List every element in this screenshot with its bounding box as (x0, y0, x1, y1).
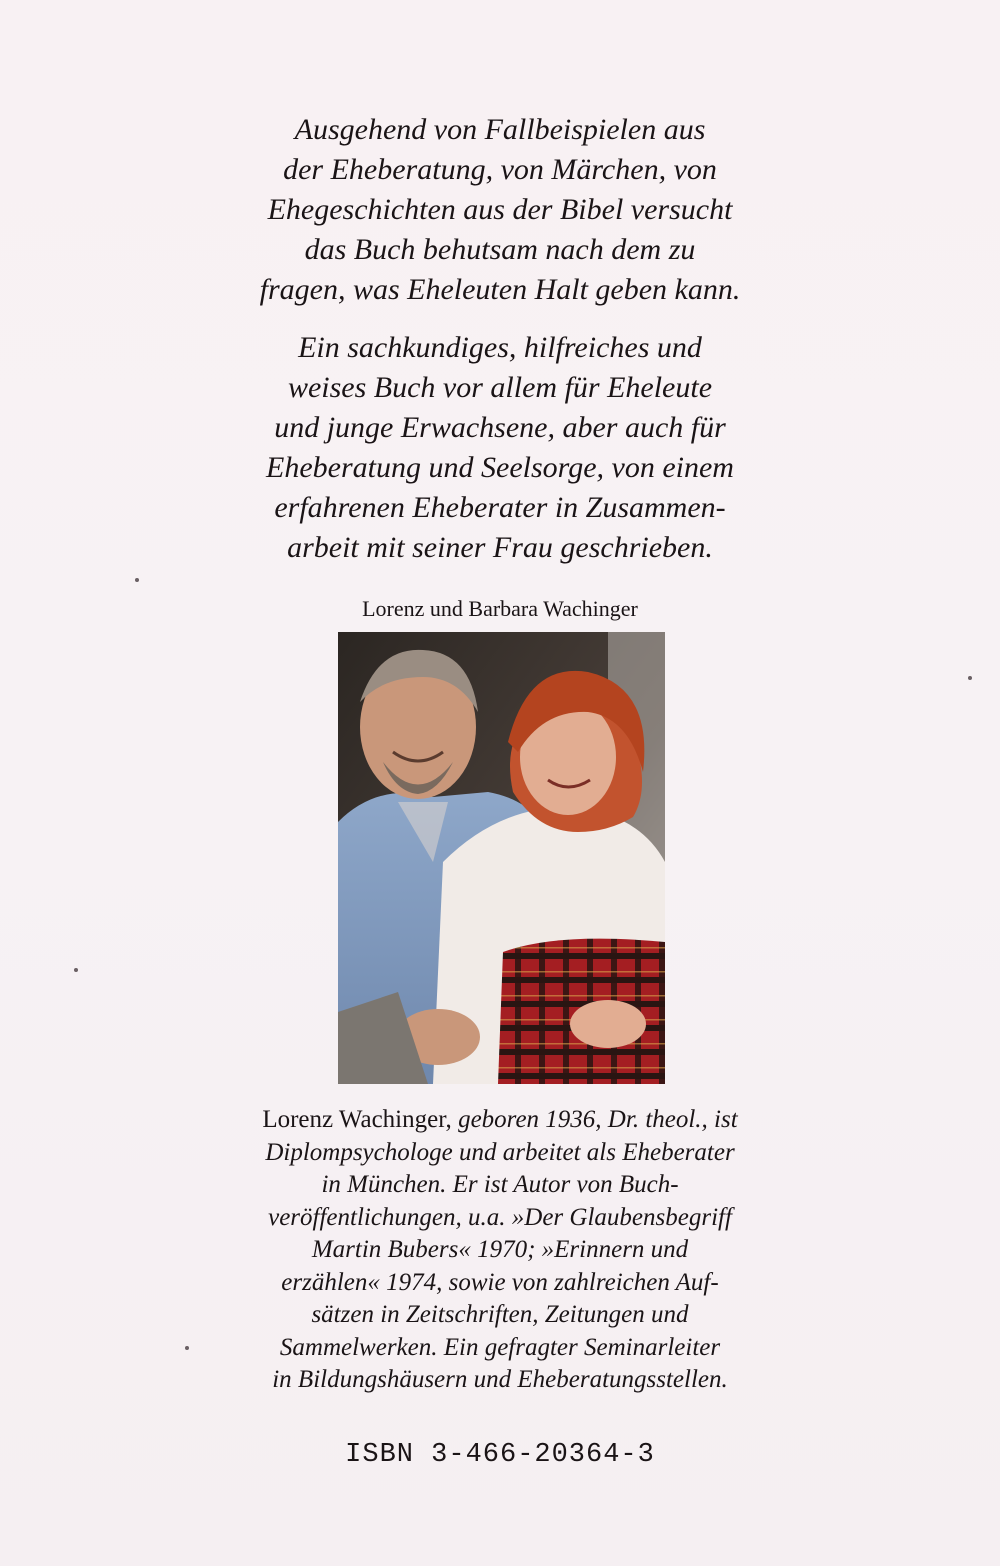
bio-line: veröffentlichungen, u.a. »Der Glaubensbegriff (268, 1203, 732, 1231)
blurb-2-line: Ein sachkundiges, hilfreiches und (298, 331, 702, 364)
author-bio (200, 1104, 800, 1397)
paper-speck (968, 676, 972, 680)
bio-line: in Bildungshäusern und Eheberatungsstellen. (272, 1366, 728, 1393)
blurb-2-line: und junge Erwachsene, aber auch für (274, 411, 726, 444)
photo-caption: Lorenz und Barbara Wachinger (362, 596, 638, 621)
blurb-2-line: weises Buch vor allem für Eheleute (287, 371, 713, 404)
paper-speck (185, 1346, 189, 1350)
blurb-1-line: der Eheberatung, von Märchen, von (283, 153, 717, 186)
bio-line: Sammelwerken. Ein gefragter Seminarleiter (279, 1333, 721, 1361)
blurb-1-line: Ausgehend von Fallbeispielen aus (294, 113, 706, 146)
blurb-2-line: Eheberatung und Seelsorge, von einem (266, 451, 734, 484)
blurb-paragraph-2 (200, 328, 800, 568)
bio-line: in München. Er ist Autor von Buch- (321, 1171, 679, 1198)
blurb-1-line: fragen, was Eheleuten Halt geben kann. (259, 273, 741, 306)
bio-first-line (200, 1104, 800, 1137)
author-photo (338, 632, 665, 1084)
paper-speck (135, 578, 139, 582)
bio-line: erzählen« 1974, sowie von zahlreichen Auf- (281, 1268, 719, 1296)
author-name: Lorenz Wachinger, (262, 1106, 452, 1133)
blurb-1-line: Ehegeschichten aus der Bibel versucht (267, 193, 733, 226)
bio-first-line-rest: geboren 1936, Dr. theol., ist (451, 1106, 738, 1133)
blurb-paragraph-1 (200, 110, 800, 310)
author-photo-illustration (338, 632, 665, 1084)
bio-line: Diplompsychologe und arbeitet als Eheberater (265, 1138, 735, 1166)
bio-line: Martin Bubers« 1970; »Erinnern und (311, 1236, 689, 1263)
blurb-2-line: erfahrenen Eheberater in Zusammen- (274, 491, 726, 524)
blurb-2-line: arbeit mit seiner Frau geschrieben. (287, 531, 713, 564)
blurb-1-line: das Buch behutsam nach dem zu (304, 233, 696, 266)
paper-speck (74, 968, 78, 972)
isbn-number: ISBN 3-466-20364-3 (345, 1440, 655, 1470)
bio-line: sätzen in Zeitschriften, Zeitungen und (311, 1301, 689, 1328)
